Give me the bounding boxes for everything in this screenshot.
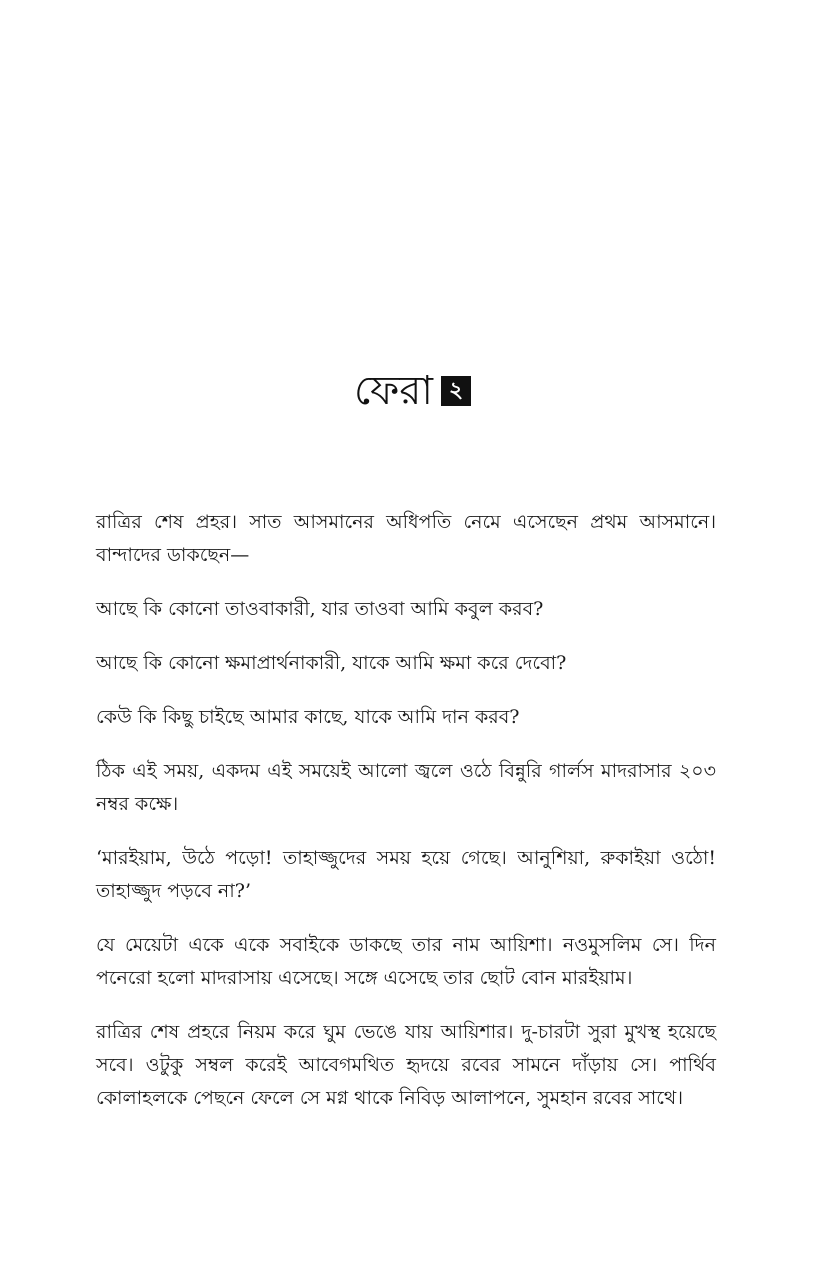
body-text [96, 506, 716, 1136]
paragraph-7: যে মেয়েটা একে একে সবাইকে ডাকছে তার নাম আয়িশা। নওমুসলিম সে। দিন পনেরো হলো মাদরাসায় এসেছে। সঙ্গে এসেছে তার ছোট বোন মারইয়াম। [96, 934, 716, 989]
chapter-title: ফেরা [353, 368, 434, 414]
paragraph-5: ঠিক এই সময়, একদম এই সময়েই আলো জ্বলে ওঠে বিন্নুরি গার্লস মাদরাসার ২০৩ নম্বর কক্ষে। [96, 760, 716, 815]
paragraph-8: রাত্রির শেষ প্রহরে নিয়ম করে ঘুম ভেঙে যায় আয়িশার। দু-চারটা সুরা মুখস্থ হয়েছে সবে। ওটুকু সম্বল করেই আবেগমথিত হৃদয়ে রবের সামনে দাঁড়ায় সে। পার্থিব কোলাহলকে পেছনে ফেলে সে মগ্ন থাকে নিবিড় আলাপনে, সুমহান রবের সাথে। [96, 1021, 716, 1109]
paragraph-1: রাত্রির শেষ প্রহর। সাত আসমানের অধিপতি নেমে এসেছেন প্রথম আসমানে। বান্দাদের ডাকছেন— [96, 511, 716, 566]
paragraph-2: আছে কি কোনো তাওবাকারী, যার তাওবা আমি কবুল করব? [96, 598, 544, 620]
chapter-number-badge: ২ [441, 376, 471, 406]
paragraph-6: ‘মারইয়াম, উঠে পড়ো! তাহাজ্জুদের সময় হয়ে গেছে। আনুশিয়া, রুকাইয়া ওঠো! তাহাজ্জুদ পড়বে না?’ [96, 847, 716, 902]
paragraph-3: আছে কি কোনো ক্ষমাপ্রার্থনাকারী, যাকে আমি ক্ষমা করে দেবো? [96, 652, 567, 674]
paragraph-4: কেউ কি কিছু চাইছে আমার কাছে, যাকে আমি দান করব? [96, 706, 520, 728]
chapter-heading [0, 360, 825, 419]
